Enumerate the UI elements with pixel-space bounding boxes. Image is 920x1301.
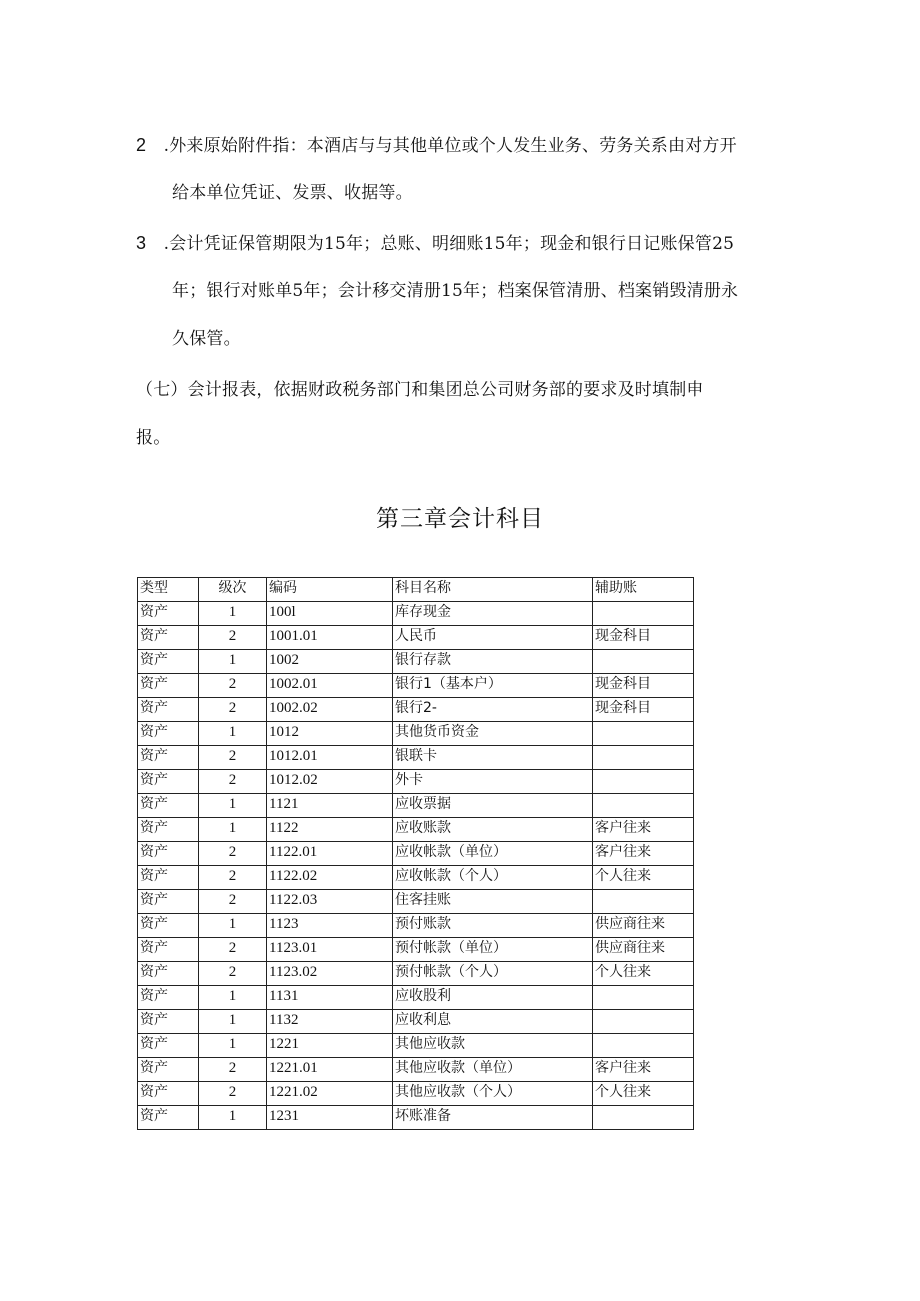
cell-aux: 供应商往来 xyxy=(593,938,694,962)
cell-type: 资产 xyxy=(138,746,199,770)
table-row xyxy=(138,842,694,866)
cell-name: 预付账款 xyxy=(393,914,593,938)
cell-aux: 客户往来 xyxy=(593,842,694,866)
cell-aux xyxy=(593,1106,694,1130)
cell-aux xyxy=(593,650,694,674)
cell-name: 预付帐款（个人） xyxy=(393,962,593,986)
header-code: 编码 xyxy=(267,578,393,602)
cell-code: 1122.02 xyxy=(267,866,393,890)
cell-type: 资产 xyxy=(138,914,199,938)
cell-type: 资产 xyxy=(138,770,199,794)
list-item-2 xyxy=(136,121,796,217)
table-row xyxy=(138,1034,694,1058)
cell-aux xyxy=(593,1034,694,1058)
cell-type: 资产 xyxy=(138,1106,199,1130)
table-row xyxy=(138,890,694,914)
table-row xyxy=(138,1010,694,1034)
header-type: 类型 xyxy=(138,578,199,602)
cell-aux xyxy=(593,602,694,626)
cell-code: 100l xyxy=(267,602,393,626)
cell-aux: 现金科目 xyxy=(593,698,694,722)
table-row xyxy=(138,1058,694,1082)
cell-level: 1 xyxy=(199,818,267,842)
cell-aux xyxy=(593,986,694,1010)
cell-aux xyxy=(593,1010,694,1034)
list-item-2-line-1 xyxy=(136,121,796,169)
section-7-line-2: 报。 xyxy=(136,428,171,448)
cell-code: 1122 xyxy=(267,818,393,842)
cell-aux: 个人往来 xyxy=(593,962,694,986)
cell-name: 其他应收款（个人） xyxy=(393,1082,593,1106)
cell-name: 应收票据 xyxy=(393,794,593,818)
cell-name: 应收利息 xyxy=(393,1010,593,1034)
cell-code: 1131 xyxy=(267,986,393,1010)
table-row xyxy=(138,722,694,746)
cell-code: 1221 xyxy=(267,1034,393,1058)
list-item-3-line-2: 年；银行对账单5年；会计移交清册15年；档案保管清册、档案销毁清册永 xyxy=(172,281,739,301)
cell-aux: 个人往来 xyxy=(593,866,694,890)
table-row xyxy=(138,1106,694,1130)
cell-code: 1231 xyxy=(267,1106,393,1130)
cell-level: 2 xyxy=(199,698,267,722)
cell-level: 1 xyxy=(199,722,267,746)
cell-level: 2 xyxy=(199,962,267,986)
cell-level: 2 xyxy=(199,890,267,914)
cell-name: 应收帐款（单位） xyxy=(393,842,593,866)
list-item-3-text: .会计凭证保管期限为15年；总账、明细账15年；现金和银行日记账保管25 xyxy=(158,234,735,254)
cell-type: 资产 xyxy=(138,818,199,842)
cell-level: 1 xyxy=(199,794,267,818)
cell-type: 资产 xyxy=(138,962,199,986)
cell-name: 银行2- xyxy=(393,698,593,722)
accounts-table xyxy=(137,577,694,1130)
cell-code: 1012.01 xyxy=(267,746,393,770)
cell-type: 资产 xyxy=(138,890,199,914)
cell-aux xyxy=(593,722,694,746)
cell-type: 资产 xyxy=(138,986,199,1010)
list-item-3-line-3: 久保管。 xyxy=(172,329,241,349)
list-item-2-text: .外来原始附件指：本酒店与与其他单位或个人发生业务、劳务关系由对方开 xyxy=(158,136,737,156)
cell-type: 资产 xyxy=(138,794,199,818)
table-row xyxy=(138,986,694,1010)
table-row xyxy=(138,626,694,650)
cell-level: 1 xyxy=(199,986,267,1010)
cell-name: 银行1（基本户） xyxy=(393,674,593,698)
cell-name: 坏账准备 xyxy=(393,1106,593,1130)
cell-name: 住客挂账 xyxy=(393,890,593,914)
cell-level: 1 xyxy=(199,1106,267,1130)
table-row xyxy=(138,818,694,842)
table-row xyxy=(138,698,694,722)
cell-level: 2 xyxy=(199,842,267,866)
cell-type: 资产 xyxy=(138,722,199,746)
cell-level: 2 xyxy=(199,770,267,794)
cell-code: 1122.01 xyxy=(267,842,393,866)
cell-aux: 现金科目 xyxy=(593,626,694,650)
cell-type: 资产 xyxy=(138,1082,199,1106)
cell-level: 2 xyxy=(199,674,267,698)
cell-aux: 供应商往来 xyxy=(593,914,694,938)
cell-name: 预付帐款（单位） xyxy=(393,938,593,962)
cell-code: 1123.02 xyxy=(267,962,393,986)
cell-aux xyxy=(593,770,694,794)
table-row xyxy=(138,914,694,938)
cell-code: 1012 xyxy=(267,722,393,746)
cell-code: 1221.01 xyxy=(267,1058,393,1082)
table-body xyxy=(138,602,694,1130)
table-row xyxy=(138,770,694,794)
cell-aux xyxy=(593,746,694,770)
cell-level: 1 xyxy=(199,602,267,626)
cell-aux xyxy=(593,794,694,818)
cell-type: 资产 xyxy=(138,1058,199,1082)
cell-code: 1121 xyxy=(267,794,393,818)
table-row xyxy=(138,962,694,986)
cell-type: 资产 xyxy=(138,1034,199,1058)
cell-code: 1002.02 xyxy=(267,698,393,722)
table-row xyxy=(138,602,694,626)
cell-level: 2 xyxy=(199,746,267,770)
cell-level: 2 xyxy=(199,938,267,962)
cell-aux xyxy=(593,890,694,914)
cell-code: 1012.02 xyxy=(267,770,393,794)
cell-name: 应收帐款（个人） xyxy=(393,866,593,890)
section-7-paragraph xyxy=(136,366,796,462)
cell-type: 资产 xyxy=(138,698,199,722)
list-item-3 xyxy=(136,219,796,363)
chapter-title: 第三章会计科目 xyxy=(376,506,544,532)
table-row xyxy=(138,938,694,962)
cell-name: 人民币 xyxy=(393,626,593,650)
cell-level: 2 xyxy=(199,866,267,890)
cell-level: 2 xyxy=(199,626,267,650)
cell-level: 1 xyxy=(199,1010,267,1034)
list-item-2-number: 2 xyxy=(136,135,147,155)
table-row xyxy=(138,650,694,674)
table-row xyxy=(138,674,694,698)
cell-name: 其他应收款（单位） xyxy=(393,1058,593,1082)
header-aux: 辅助账 xyxy=(593,578,694,602)
cell-name: 外卡 xyxy=(393,770,593,794)
cell-name: 库存现金 xyxy=(393,602,593,626)
table-row xyxy=(138,866,694,890)
cell-name: 银行存款 xyxy=(393,650,593,674)
cell-type: 资产 xyxy=(138,650,199,674)
header-name: 科目名称 xyxy=(393,578,593,602)
cell-aux: 客户往来 xyxy=(593,818,694,842)
table-row xyxy=(138,1082,694,1106)
cell-aux: 客户往来 xyxy=(593,1058,694,1082)
cell-code: 1122.03 xyxy=(267,890,393,914)
list-item-3-line-1 xyxy=(136,219,796,267)
list-item-2-line-2: 给本单位凭证、发票、收据等。 xyxy=(172,183,413,203)
cell-aux: 现金科目 xyxy=(593,674,694,698)
cell-type: 资产 xyxy=(138,602,199,626)
cell-code: 1002.01 xyxy=(267,674,393,698)
header-level: 级次 xyxy=(199,578,267,602)
cell-level: 1 xyxy=(199,650,267,674)
cell-type: 资产 xyxy=(138,674,199,698)
table-row xyxy=(138,746,694,770)
cell-type: 资产 xyxy=(138,866,199,890)
cell-aux: 个人往来 xyxy=(593,1082,694,1106)
cell-level: 2 xyxy=(199,1058,267,1082)
cell-code: 1123.01 xyxy=(267,938,393,962)
cell-name: 应收账款 xyxy=(393,818,593,842)
section-7-line-1: （七）会计报表，依据财政税务部门和集团总公司财务部的要求及时填制申 xyxy=(136,380,704,400)
cell-code: 1221.02 xyxy=(267,1082,393,1106)
cell-name: 应收股利 xyxy=(393,986,593,1010)
cell-type: 资产 xyxy=(138,626,199,650)
cell-type: 资产 xyxy=(138,842,199,866)
cell-code: 1132 xyxy=(267,1010,393,1034)
cell-name: 其他货币资金 xyxy=(393,722,593,746)
cell-name: 其他应收款 xyxy=(393,1034,593,1058)
list-item-3-number: 3 xyxy=(136,233,147,253)
cell-code: 1123 xyxy=(267,914,393,938)
cell-type: 资产 xyxy=(138,938,199,962)
table-row xyxy=(138,794,694,818)
table-header-row xyxy=(138,578,694,602)
cell-level: 1 xyxy=(199,1034,267,1058)
cell-level: 1 xyxy=(199,914,267,938)
cell-type: 资产 xyxy=(138,1010,199,1034)
cell-code: 1002 xyxy=(267,650,393,674)
cell-code: 1001.01 xyxy=(267,626,393,650)
cell-name: 银联卡 xyxy=(393,746,593,770)
cell-level: 2 xyxy=(199,1082,267,1106)
